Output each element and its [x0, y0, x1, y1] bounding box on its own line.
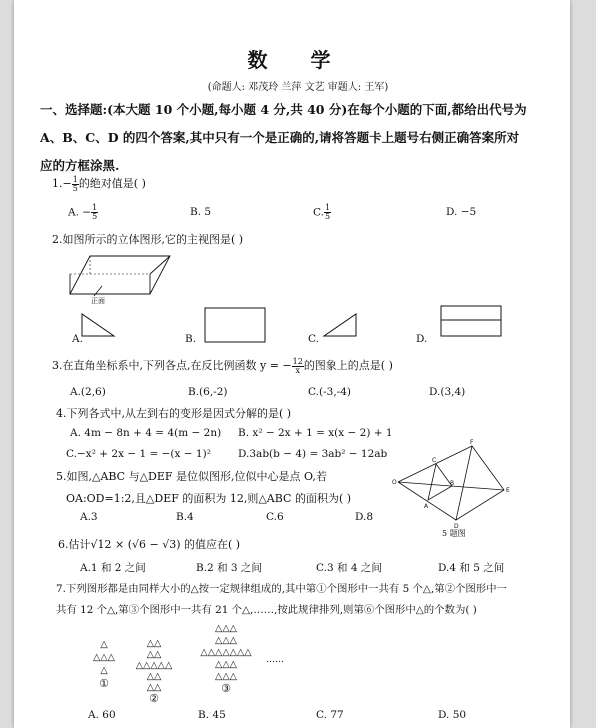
- triangle-def: [456, 446, 504, 520]
- q6-option-c[interactable]: C.3 和 4 之间: [316, 562, 382, 574]
- pattern1-row: △: [100, 665, 108, 676]
- q1-option-c[interactable]: [313, 204, 331, 221]
- q4-option-c[interactable]: C.−x² + 2x − 1 = −(x − 1)²: [66, 448, 211, 460]
- q4-option-d[interactable]: D.3ab(b − 4) = 3ab² − 12ab: [238, 448, 388, 460]
- pattern2-row: △△: [146, 682, 162, 693]
- q1-option-b[interactable]: B. 5: [190, 206, 212, 218]
- prism-outline: [70, 256, 170, 294]
- q5-figure-caption: 5 题图: [442, 529, 466, 538]
- q1-c-fraction: [324, 204, 331, 221]
- q1-option-a[interactable]: [68, 204, 98, 221]
- q7-option-b[interactable]: B. 45: [198, 709, 226, 721]
- q7-pattern-2: [124, 638, 184, 704]
- pattern1-label: ①: [99, 677, 109, 690]
- q1-stem: [52, 175, 146, 193]
- q1-suffix: 的绝对值是( ): [78, 177, 146, 190]
- label-b: B: [450, 480, 455, 487]
- q6-option-d[interactable]: D.4 和 5 之间: [438, 562, 505, 574]
- q2-stem: 2.如图所示的立体图形,它的主视图是( ): [52, 233, 244, 246]
- q2-option-d[interactable]: D.: [416, 333, 428, 345]
- q1-frac-num: 1: [72, 174, 78, 184]
- label-a: A: [424, 503, 429, 510]
- q1-a-frac-num: 1: [92, 203, 98, 212]
- q7-ellipsis: ……: [266, 655, 284, 665]
- q1-frac-den: 5: [72, 183, 78, 193]
- page-title: 数 学: [247, 48, 349, 72]
- pattern1-row: △: [100, 639, 108, 650]
- q2-option-c-shape: [322, 312, 362, 340]
- q1-c-frac-num: 1: [325, 203, 331, 212]
- q5-stem-line-1: 5.如图,△ABC 与△DEF 是位似图形,位似中心是点 O,若: [56, 470, 327, 483]
- q3-stem-post: 的图象上的点是( ): [303, 359, 393, 372]
- section-line-2: A、B、C、D 的四个答案,其中只有一个是正确的,请将答题卡上题号右侧正确答案所对: [40, 130, 520, 145]
- pattern3-row: △△△: [215, 671, 237, 682]
- pattern3-row: △△△: [215, 635, 237, 646]
- label-d: D: [454, 523, 459, 530]
- q4-option-a[interactable]: A. 4m − 8n + 4 = 4(m − 2n): [70, 427, 222, 439]
- pattern3-label: ③: [221, 682, 231, 695]
- q1-a-fraction: [91, 204, 98, 221]
- q2-option-b-shape: [204, 306, 268, 346]
- q7-option-c[interactable]: C. 77: [316, 709, 344, 721]
- q3-fraction: [292, 358, 304, 375]
- q7-option-d[interactable]: D. 50: [438, 709, 467, 721]
- q1-prefix: 1.−: [52, 177, 72, 190]
- q6-option-b[interactable]: B.2 和 3 之间: [196, 562, 262, 574]
- q3-frac-num: 12: [292, 356, 303, 366]
- q5-stem-line-2: OA:OD=1:2,且△DEF 的面积为 12,则△ABC 的面积为( ): [66, 492, 352, 505]
- q6-option-a[interactable]: A.1 和 2 之间: [80, 562, 146, 574]
- q2-option-d-shape: [440, 305, 504, 339]
- q7-stem-line-1: 7.下列图形都是由同样大小的△按一定规律组成的,其中第①个图形中一共有 5 个△,第②个图形中一: [56, 583, 507, 595]
- pattern2-row: △△: [146, 638, 162, 649]
- label-e: E: [506, 487, 510, 494]
- label-o: O: [392, 479, 397, 486]
- q2-front-label: 正面: [91, 297, 105, 305]
- q1-option-d[interactable]: D. −5: [446, 206, 477, 218]
- q2-option-a-shape: [80, 312, 116, 340]
- q2-option-a[interactable]: A.: [72, 333, 83, 345]
- q3-option-a[interactable]: A.(2,6): [70, 386, 106, 398]
- q4-stem: 4.下列各式中,从左到右的变形是因式分解的是( ): [56, 407, 292, 420]
- q1-c-frac-den: 5: [325, 212, 331, 221]
- pattern1-row: △△△: [93, 652, 115, 663]
- section-line-1: 一、选择题:(本大题 10 个小题,每小题 4 分,共 40 分)在每个小题的下面,都给出代号为: [40, 102, 527, 117]
- q5-option-b[interactable]: B.4: [176, 511, 194, 523]
- q7-pattern-1: [86, 638, 122, 690]
- arrow-icon: [94, 286, 102, 296]
- pattern2-row: △△△△△: [135, 660, 173, 671]
- q7-option-a[interactable]: A. 60: [88, 709, 116, 721]
- q7-pattern-3: [188, 623, 264, 695]
- pattern2-row: △△: [146, 649, 162, 660]
- q3-option-b[interactable]: B.(6,-2): [188, 386, 228, 398]
- q5-option-c[interactable]: C.6: [266, 511, 284, 523]
- pattern2-label: ②: [149, 692, 159, 705]
- q1-fraction: [72, 176, 79, 193]
- q2-option-b[interactable]: B.: [185, 333, 197, 345]
- q3-frac-den: x: [295, 365, 300, 375]
- q5-option-d[interactable]: D.8: [355, 511, 374, 523]
- q1-c-prefix: C.: [313, 206, 324, 219]
- q1-a-prefix: A. −: [68, 206, 92, 219]
- pattern2-row: △△: [146, 671, 162, 682]
- q3-option-d[interactable]: D.(3,4): [429, 386, 466, 398]
- q3-stem-pre: 3.在直角坐标系中,下列各点,在反比例函数 y = −: [52, 359, 292, 372]
- q2-option-c[interactable]: C.: [308, 333, 319, 345]
- q5-option-a[interactable]: A.3: [80, 511, 98, 523]
- q3-stem: [52, 357, 393, 375]
- section-instructions: [40, 96, 540, 180]
- pattern3-row: △△△△△△△: [200, 647, 252, 658]
- label-c: C: [432, 457, 437, 464]
- label-f: F: [470, 439, 474, 446]
- q2-prism-figure: [68, 248, 178, 308]
- q1-a-frac-den: 5: [92, 212, 98, 221]
- triangle-abc: [428, 464, 455, 500]
- q4-option-b[interactable]: B. x² − 2x + 1 = x(x − 2) + 1: [238, 427, 393, 439]
- pattern3-row: △△△: [215, 623, 237, 634]
- pattern3-row: △△△: [215, 659, 237, 670]
- q6-stem: 6.估计√12 × (√6 − √3) 的值应在( ): [58, 538, 241, 551]
- q5-homothety-figure: [392, 440, 522, 530]
- author-line: (命题人: 邓茂玲 兰萍 文艺 审题人: 王军): [207, 82, 389, 93]
- q3-option-c[interactable]: C.(-3,-4): [308, 386, 351, 398]
- section-line-3: 应的方框涂黑.: [40, 158, 120, 173]
- q7-stem-line-2: 共有 12 个△,第③个图形中一共有 21 个△,……,按此规律排列,则第⑥个图形中△的个数为( ): [56, 604, 477, 616]
